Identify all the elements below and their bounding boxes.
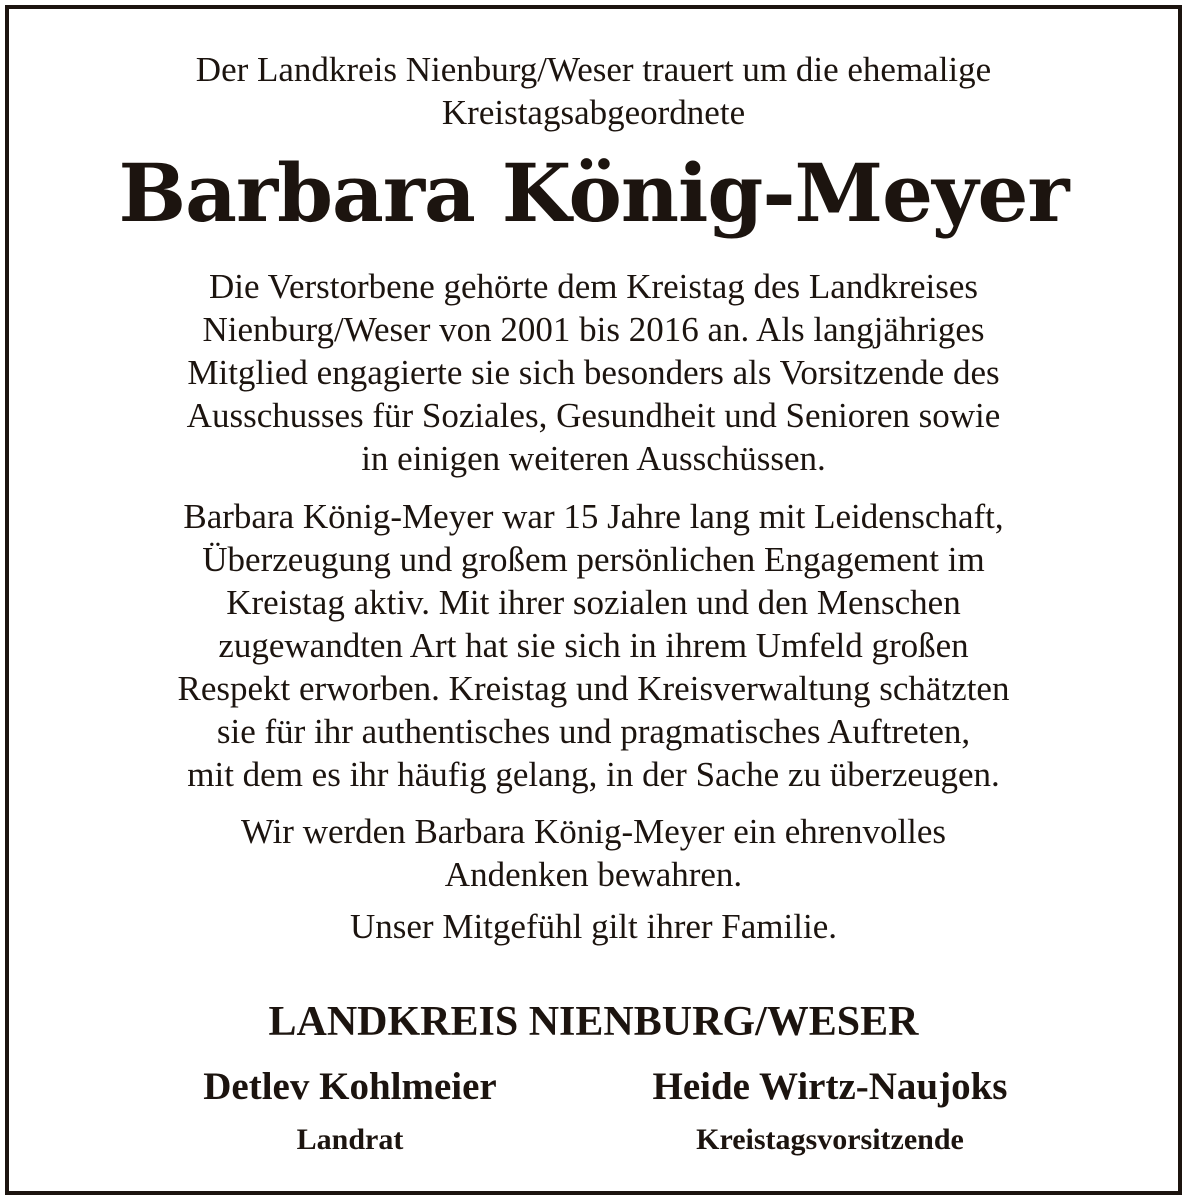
paragraph-remembrance: [20, 810, 1167, 896]
text-line: Barbara König-Meyer war 15 Jahre lang mit Leidenschaft,: [183, 497, 1004, 536]
text-line: zugewandten Art hat sie sich in ihrem Umfeld großen: [218, 626, 969, 665]
signer-kreistagsvorsitzende: [600, 1064, 1060, 1160]
deceased-name: Barbara König-Meyer: [118, 146, 1069, 240]
signer-role: Kreistagsvorsitzende: [696, 1123, 964, 1156]
text-line: Nienburg/Weser von 2001 bis 2016 an. Als langjähriges: [202, 310, 985, 349]
intro-text: [20, 48, 1167, 134]
paragraph-service: [20, 265, 1167, 480]
organization-name: LANDKREIS NIENBURG/WESER: [268, 999, 919, 1045]
text-line: Mitglied engagierte sie sich besonders als Vorsitzende des: [187, 353, 1000, 392]
paragraph-tribute: [20, 495, 1167, 796]
text-line: in einigen weiteren Ausschüssen.: [361, 439, 826, 478]
signer-role: Landrat: [296, 1123, 404, 1156]
text-line: Wir werden Barbara König-Meyer ein ehrenvolles: [240, 812, 947, 851]
signer-name: Heide Wirtz-Naujoks: [652, 1065, 1008, 1108]
text-line: Überzeugung und großem persönlichen Engagement im: [202, 540, 985, 579]
signer-name: Detlev Kohlmeier: [203, 1065, 497, 1108]
intro-line: Kreistagsabgeordnete: [441, 93, 746, 132]
signer-landrat: [140, 1064, 560, 1160]
text-line: Ausschusses für Soziales, Gesundheit und Senioren sowie: [186, 396, 1001, 435]
text-line: Andenken bewahren.: [444, 855, 743, 894]
text-line: Die Verstorbene gehörte dem Kreistag des Landkreises: [208, 267, 979, 306]
text-line: sie für ihr authentisches und pragmatisches Auftreten,: [216, 712, 971, 751]
text-line: Unser Mitgefühl gilt ihrer Familie.: [350, 907, 837, 946]
paragraph-condolence: [20, 905, 1167, 948]
text-line: mit dem es ihr häufig gelang, in der Sache zu überzeugen.: [187, 755, 1000, 794]
intro-line: Der Landkreis Nienburg/Weser trauert um die ehemalige: [195, 50, 992, 89]
text-line: Respekt erworben. Kreistag und Kreisverwaltung schätzten: [177, 669, 1010, 708]
text-line: Kreistag aktiv. Mit ihrer sozialen und den Menschen: [226, 583, 961, 622]
